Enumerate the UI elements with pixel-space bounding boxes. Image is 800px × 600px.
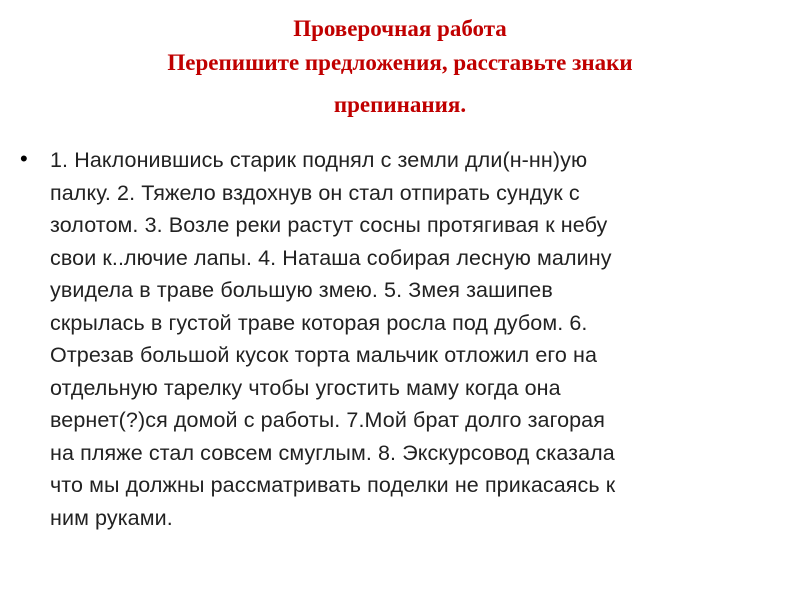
paragraph-line: отдельную тарелку чтобы угостить маму когда она xyxy=(50,375,561,400)
paragraph-line: золотом. 3. Возле реки растут сосны протягивая к небу xyxy=(50,213,608,237)
paragraph-line: скрылась в густой траве которая росла под дубом. 6. xyxy=(50,310,588,335)
paragraph-line: Отрезав большой кусок торта мальчик отложил его на xyxy=(50,343,598,367)
title-line-2: Перепишите предложения, расставьте знаки xyxy=(167,50,633,75)
slide-title xyxy=(20,12,780,122)
title-line-3: препинания. xyxy=(333,92,467,117)
title-line-1: Проверочная работа xyxy=(293,16,507,41)
paragraph-line: 1. Наклонившись старик поднял с земли дли(н-нн)ую xyxy=(50,148,588,172)
paragraph-line: палку. 2. Тяжело вздохнув он стал отпирать сундук с xyxy=(50,180,580,205)
paragraph-line: ним руками. xyxy=(50,505,173,530)
exercise-paragraph xyxy=(50,144,780,534)
paragraph-line: что мы должны рассматривать поделки не прикасаясь к xyxy=(50,473,616,497)
paragraph-line: на пляже стал совсем смуглым. 8. Экскурсовод сказала xyxy=(50,440,615,465)
paragraph-line: вернет(?)ся домой с работы. 7.Мой брат долго загорая xyxy=(50,408,605,432)
bullet-icon: • xyxy=(20,146,28,171)
paragraph-line: увидела в траве большую змею. 5. Змея зашипев xyxy=(50,278,553,302)
paragraph-line: свои к..лючие лапы. 4. Наташа собирая лесную малину xyxy=(50,245,612,270)
